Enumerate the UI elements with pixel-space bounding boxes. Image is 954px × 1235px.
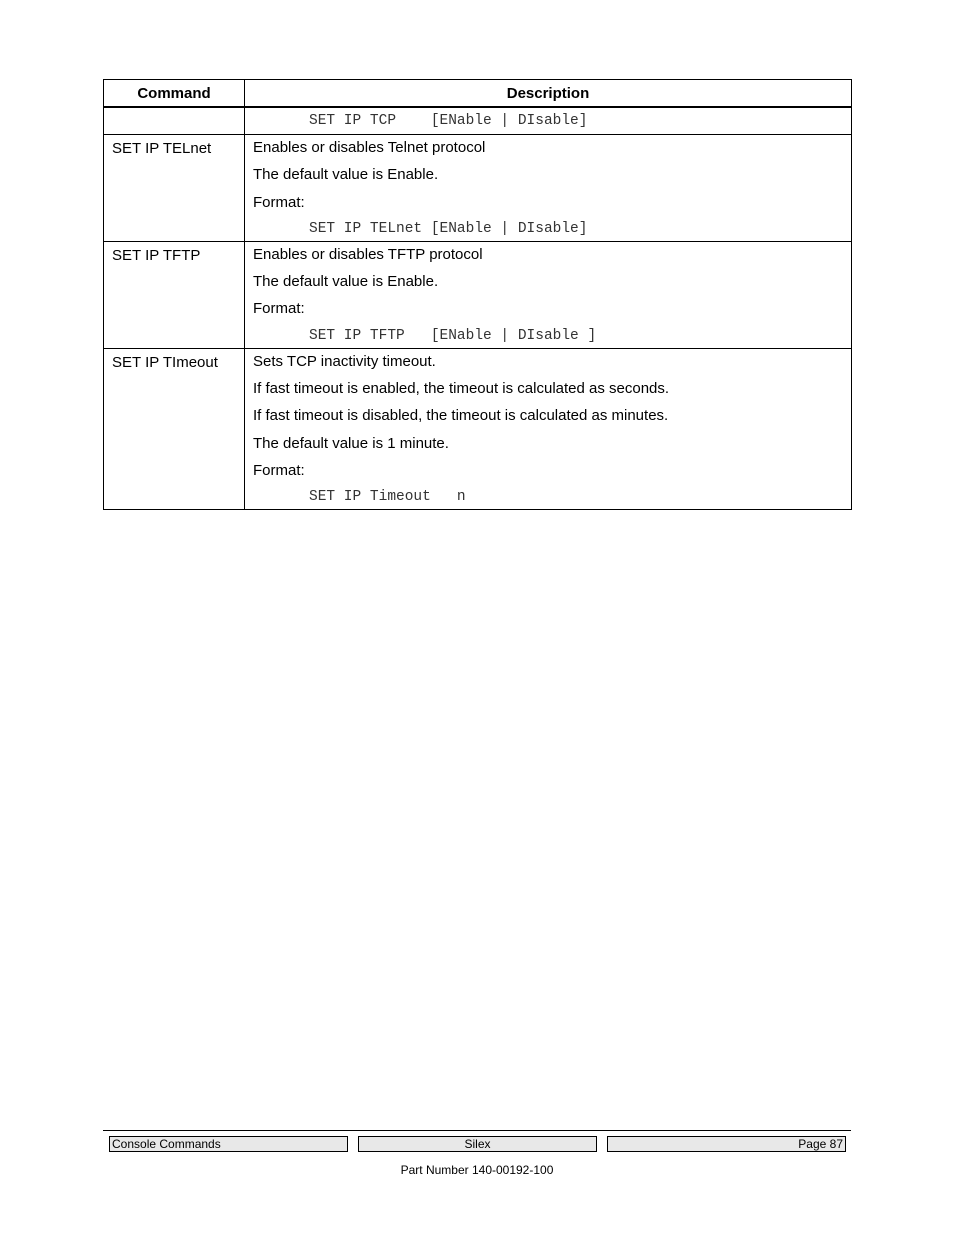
description-cell <box>245 135 852 242</box>
header-description: Description <box>245 80 852 108</box>
footer-page-number: Page 87 <box>607 1136 846 1152</box>
description-line: Format: <box>253 461 305 479</box>
description-line: Format: <box>253 300 305 318</box>
description-line: If fast timeout is disabled, the timeout is calculated as minutes. <box>253 407 669 425</box>
table-row <box>104 241 852 348</box>
description-line: If fast timeout is enabled, the timeout is calculated as seconds. <box>253 380 670 398</box>
description-line: Enables or disables TFTP protocol <box>253 245 483 263</box>
command-cell: SET IP TELnet <box>104 135 245 242</box>
description-cell <box>245 107 852 135</box>
format-code: SET IP TFTP [ENable | DIsable ] <box>309 327 597 344</box>
format-code: SET IP Timeout n <box>309 489 466 506</box>
command-cell: SET IP TImeout <box>104 348 245 509</box>
command-cell: SET IP TFTP <box>104 241 245 348</box>
description-line: Format: <box>253 193 305 211</box>
command-cell <box>104 107 245 135</box>
format-code: SET IP TCP [ENable | DIsable] <box>309 113 588 129</box>
table-row <box>104 135 852 242</box>
command-table <box>103 79 852 510</box>
header-command: Command <box>104 80 245 108</box>
part-number: Part Number 140-00192-100 <box>400 1163 554 1177</box>
description-cell <box>245 348 852 509</box>
description-line: The default value is 1 minute. <box>253 434 449 452</box>
table-header-row <box>104 80 852 108</box>
description-line: The default value is Enable. <box>253 273 439 291</box>
footer-company: Silex <box>358 1136 597 1152</box>
description-cell <box>245 241 852 348</box>
footer-section: Console Commands <box>109 1136 348 1152</box>
description-line: The default value is Enable. <box>253 166 439 184</box>
description-line: Sets TCP inactivity timeout. <box>253 352 436 370</box>
description-line: Enables or disables Telnet protocol <box>253 139 486 156</box>
table-row <box>104 107 852 135</box>
table-row <box>104 348 852 509</box>
footer-divider <box>103 1130 851 1131</box>
format-code: SET IP TELnet [ENable | DIsable] <box>309 220 588 237</box>
